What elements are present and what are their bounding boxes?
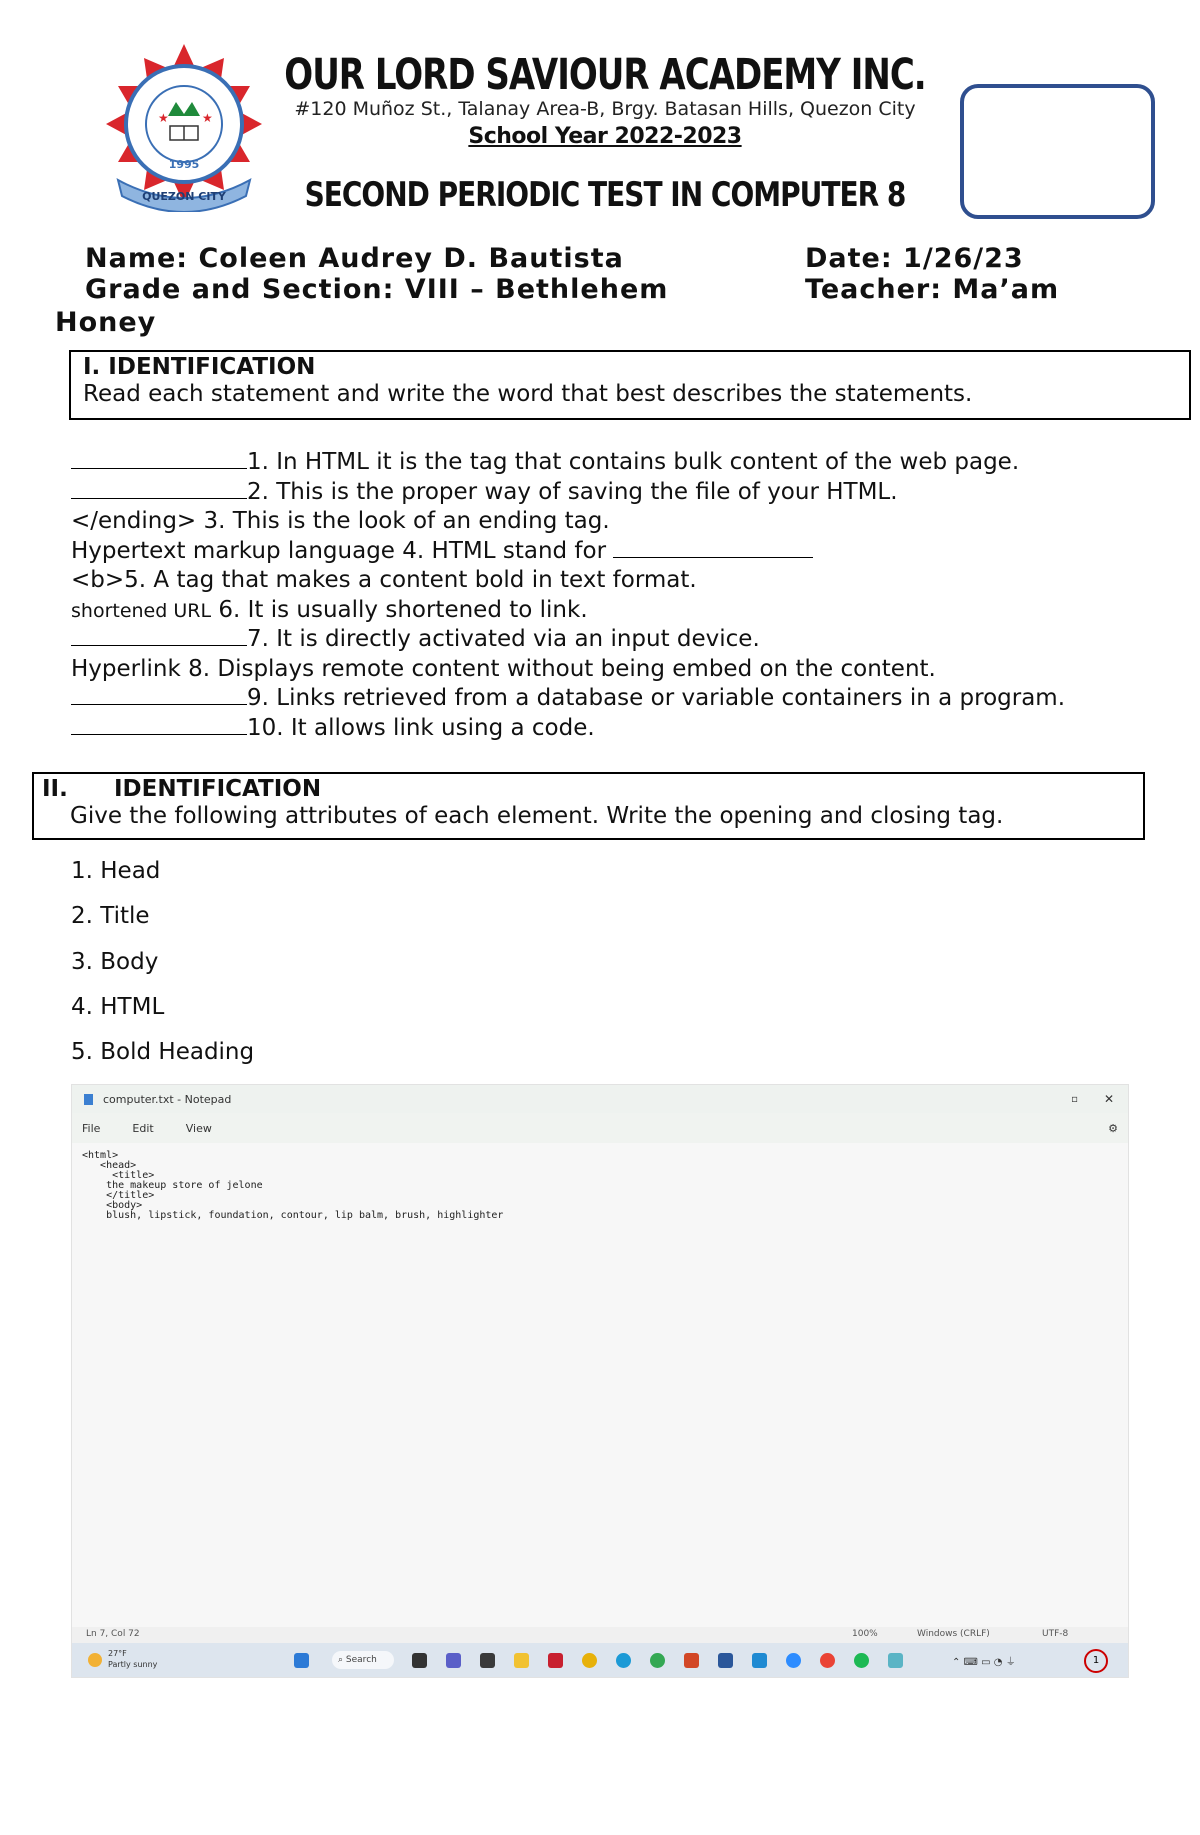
question-4: Hypertext markup language 4. HTML stand for — [71, 537, 813, 566]
answer-blank[interactable] — [71, 714, 247, 735]
notepad-app-icon[interactable] — [888, 1653, 903, 1668]
answer-blank[interactable] — [71, 448, 247, 469]
maximize-icon[interactable]: ▫ — [1071, 1093, 1078, 1105]
section-1-title: I. IDENTIFICATION — [83, 354, 316, 380]
answer-6: shortened URL — [71, 600, 212, 622]
menu-view[interactable]: View — [185, 1121, 212, 1135]
school-address: #120 Muñoz St., Talanay Area-B, Brgy. Batasan Hills, Quezon City — [294, 98, 916, 120]
code-line: blush, lipstick, foundation, contour, lip balm, brush, highlighter — [82, 1210, 504, 1221]
menu-file[interactable]: File — [82, 1121, 101, 1135]
question-9: 9. Links retrieved from a database or variable containers in a program. — [71, 684, 1065, 713]
code-line: <body> — [82, 1200, 143, 1211]
section-2-header — [32, 772, 1145, 840]
windows-taskbar — [72, 1643, 1128, 1677]
school-name: OUR LORD SAVIOUR ACADEMY INC. — [284, 50, 926, 100]
answer-4: Hypertext markup language — [71, 538, 395, 564]
list-item: 2. Title — [71, 903, 150, 929]
widgets-icon[interactable] — [480, 1653, 495, 1668]
code-line: <head> — [82, 1160, 137, 1171]
section-1-header — [69, 350, 1191, 420]
word-icon[interactable] — [718, 1653, 733, 1668]
mcafee-icon[interactable] — [548, 1653, 563, 1668]
chrome-icon[interactable] — [582, 1653, 597, 1668]
answer-3: </ending> — [71, 508, 197, 534]
task-view-icon[interactable] — [412, 1653, 427, 1668]
section-2-number: II. — [42, 776, 68, 802]
notepad-editor[interactable] — [72, 1143, 1128, 1627]
chrome-icon-3[interactable] — [820, 1653, 835, 1668]
weather-temp: 27°F — [108, 1649, 127, 1658]
teacher-name: Teacher: Ma’am — [805, 274, 1060, 305]
system-tray-icons[interactable]: ⌃ ⌨ ▭ ◔ ⏚ — [952, 1657, 1016, 1668]
menu-edit[interactable]: Edit — [132, 1121, 154, 1135]
notepad-window-title: computer.txt - Notepad — [103, 1092, 232, 1106]
question-1: 1. In HTML it is the tag that contains bulk content of the web page. — [71, 448, 1019, 477]
answer-5: <b> — [71, 567, 125, 593]
section-2-title: IDENTIFICATION — [114, 776, 322, 802]
list-item: 4. HTML — [71, 994, 165, 1020]
section-1-instructions: Read each statement and write the word that best describes the statements. — [83, 381, 973, 407]
code-line: <html> — [82, 1150, 119, 1161]
notepad-screenshot — [71, 1084, 1129, 1678]
question-8: Hyperlink 8. Displays remote content without being embed on the content. — [71, 656, 936, 682]
notification-badge[interactable]: 1 — [1084, 1649, 1108, 1673]
encoding: UTF-8 — [1042, 1629, 1069, 1639]
logo-year: 1995 — [168, 158, 200, 171]
taskbar-search[interactable] — [332, 1651, 394, 1669]
logo-city: QUEZON CITY — [142, 190, 226, 203]
weather-desc: Partly sunny — [108, 1660, 158, 1669]
test-date: Date: 1/26/23 — [805, 243, 1024, 274]
grade-section: Grade and Section: VIII – Bethlehem — [85, 274, 669, 305]
list-item: 1. Head — [71, 858, 161, 884]
file-explorer-icon[interactable] — [514, 1653, 529, 1668]
close-icon[interactable]: ✕ — [1103, 1092, 1114, 1106]
answer-blank[interactable] — [71, 478, 247, 499]
student-name: Name: Coleen Audrey D. Bautista — [85, 243, 624, 274]
zoom-icon[interactable] — [786, 1653, 801, 1668]
weather-icon — [88, 1653, 102, 1667]
search-icon: ⌕ — [338, 1655, 344, 1665]
score-box — [960, 84, 1155, 219]
zoom-level: 100% — [852, 1629, 878, 1639]
teacher-name-continued: Honey — [55, 307, 157, 338]
start-icon[interactable] — [294, 1653, 309, 1668]
school-year: School Year 2022-2023 — [468, 124, 742, 149]
notepad-menubar — [72, 1113, 1128, 1143]
edge-icon[interactable] — [616, 1653, 631, 1668]
answer-blank[interactable] — [71, 625, 247, 646]
question-6: shortened URL 6. It is usually shortened to link. — [71, 597, 588, 623]
answer-blank — [613, 537, 813, 558]
svg-text:★: ★ — [158, 111, 169, 125]
search-label: Search — [345, 1655, 377, 1665]
powerpoint-icon[interactable] — [684, 1653, 699, 1668]
section-2-instructions: Give the following attributes of each element. Write the opening and closing tag. — [70, 803, 1004, 829]
notepad-statusbar — [72, 1627, 1128, 1643]
question-2: 2. This is the proper way of saving the file of your HTML. — [71, 478, 898, 507]
line-ending: Windows (CRLF) — [917, 1629, 990, 1639]
code-line: </title> — [82, 1190, 155, 1201]
question-7: 7. It is directly activated via an input device. — [71, 625, 760, 654]
cursor-position: Ln 7, Col 72 — [86, 1629, 140, 1639]
list-item: 5. Bold Heading — [71, 1039, 255, 1065]
question-3: </ending> 3. This is the look of an ending tag. — [71, 508, 610, 534]
question-10: 10. It allows link using a code. — [71, 714, 595, 743]
code-line: the makeup store of jelone — [82, 1180, 263, 1191]
svg-text:★: ★ — [202, 111, 213, 125]
settings-gear-icon[interactable]: ⚙ — [1108, 1121, 1118, 1135]
answer-8: Hyperlink — [71, 656, 181, 682]
vscode-icon[interactable] — [752, 1653, 767, 1668]
teams-icon[interactable] — [446, 1653, 461, 1668]
list-item: 3. Body — [71, 949, 159, 975]
test-title: SECOND PERIODIC TEST IN COMPUTER 8 — [304, 175, 906, 215]
spotify-icon[interactable] — [854, 1653, 869, 1668]
answer-blank[interactable] — [71, 684, 247, 705]
code-line: <title> — [82, 1170, 155, 1181]
chrome-icon-2[interactable] — [650, 1653, 665, 1668]
question-5: <b>5. A tag that makes a content bold in text format. — [71, 567, 697, 593]
notepad-titlebar — [72, 1085, 1128, 1113]
notepad-file-icon — [84, 1094, 93, 1105]
